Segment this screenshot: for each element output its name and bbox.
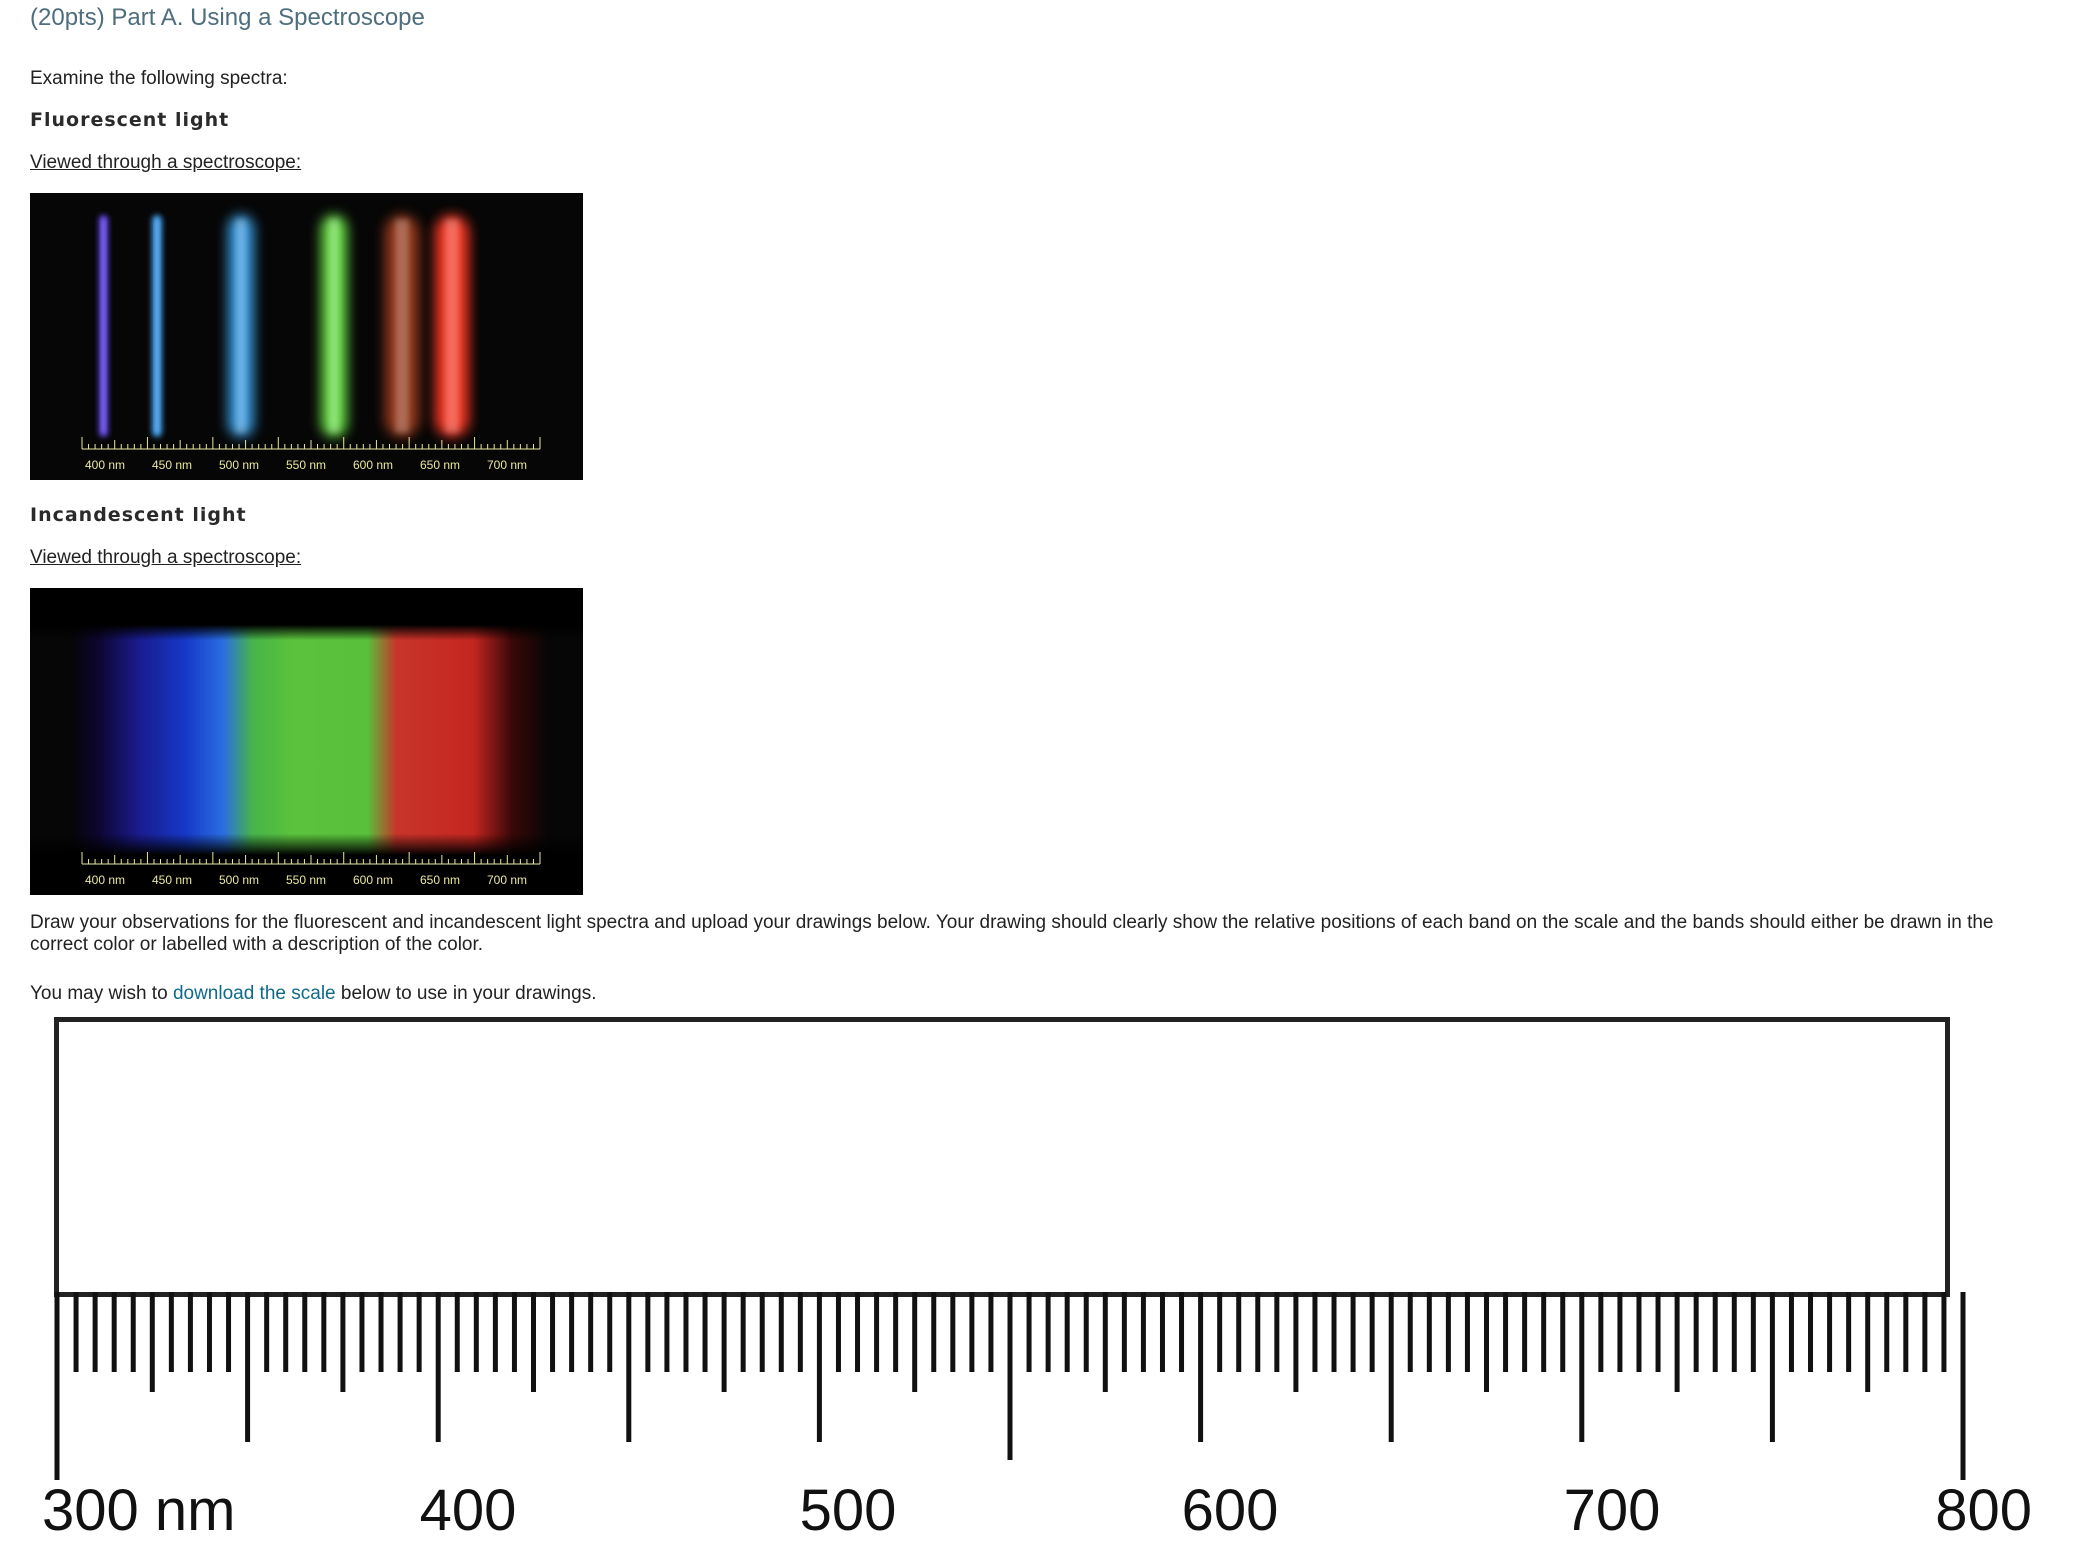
draw-instructions: Draw your observations for the fluorescent and incandescent light spectra and upload your drawings below. Your drawing should clearly show the relative positions of each band on the scale and the bands should either be drawn in the correct color or labelled with a description of the color. — [30, 912, 1994, 955]
scale-labels — [42, 1478, 2032, 1543]
page-title: (20pts) Part A. Using a Spectroscope — [30, 4, 425, 31]
fluorescent-viewed-label: Viewed through a spectroscope: — [30, 152, 302, 173]
scale-ticks — [57, 1292, 1963, 1480]
download-scale-link[interactable]: download the scale — [172, 983, 336, 1004]
fluorescent-band-core-2 — [155, 219, 159, 433]
small-scale-label: 700 nm — [486, 873, 528, 887]
incandescent-spectrum-svg — [30, 588, 583, 895]
scale-label: 700 — [1563, 1478, 1661, 1543]
small-scale-label: 500 nm — [218, 458, 260, 472]
scale-label: 800 — [1935, 1478, 2032, 1543]
small-scale-label: 600 nm — [352, 873, 394, 887]
fluorescent-band-core-3 — [236, 219, 246, 433]
small-scale-label: 650 nm — [419, 873, 461, 887]
fluorescent-background — [30, 193, 583, 480]
small-scale-label: 400 nm — [84, 873, 126, 887]
examine-text: Examine the following spectra: — [30, 68, 288, 89]
small-scale-label: 400 nm — [84, 458, 126, 472]
fluorescent-band-core-4 — [329, 219, 339, 433]
small-scale-label: 450 nm — [151, 873, 193, 887]
fluorescent-band-core-6 — [445, 219, 459, 433]
scale-label: 300 nm — [42, 1478, 236, 1543]
small-scale-label: 650 nm — [419, 458, 461, 472]
small-scale-label: 700 nm — [486, 458, 528, 472]
download-suffix: below to use in your drawings. — [335, 983, 597, 1004]
fluorescent-band-core-5 — [395, 219, 409, 433]
scale-label: 600 — [1181, 1478, 1279, 1543]
small-scale-label: 550 nm — [285, 458, 327, 472]
small-scale-label: 450 nm — [151, 458, 193, 472]
wavelength-scale — [0, 1290, 2074, 1547]
download-line — [30, 983, 596, 1005]
small-scale-label: 500 nm — [218, 873, 260, 887]
scale-label: 500 — [799, 1478, 897, 1543]
fluorescent-band-core-1 — [102, 219, 106, 433]
fluorescent-spectrum-image — [30, 193, 583, 480]
scale-label: 400 — [419, 1478, 517, 1543]
fluorescent-spectrum-svg — [30, 193, 583, 480]
incandescent-viewed-label: Viewed through a spectroscope: — [30, 547, 302, 568]
download-prefix: You may wish to — [30, 983, 173, 1004]
incandescent-heading: Incandescent light — [30, 504, 247, 526]
drawing-area-box — [54, 1017, 1950, 1297]
incandescent-spectrum-image — [30, 588, 583, 895]
small-scale-label: 550 nm — [285, 873, 327, 887]
fluorescent-heading: Fluorescent light — [30, 109, 230, 131]
small-scale-label: 600 nm — [352, 458, 394, 472]
